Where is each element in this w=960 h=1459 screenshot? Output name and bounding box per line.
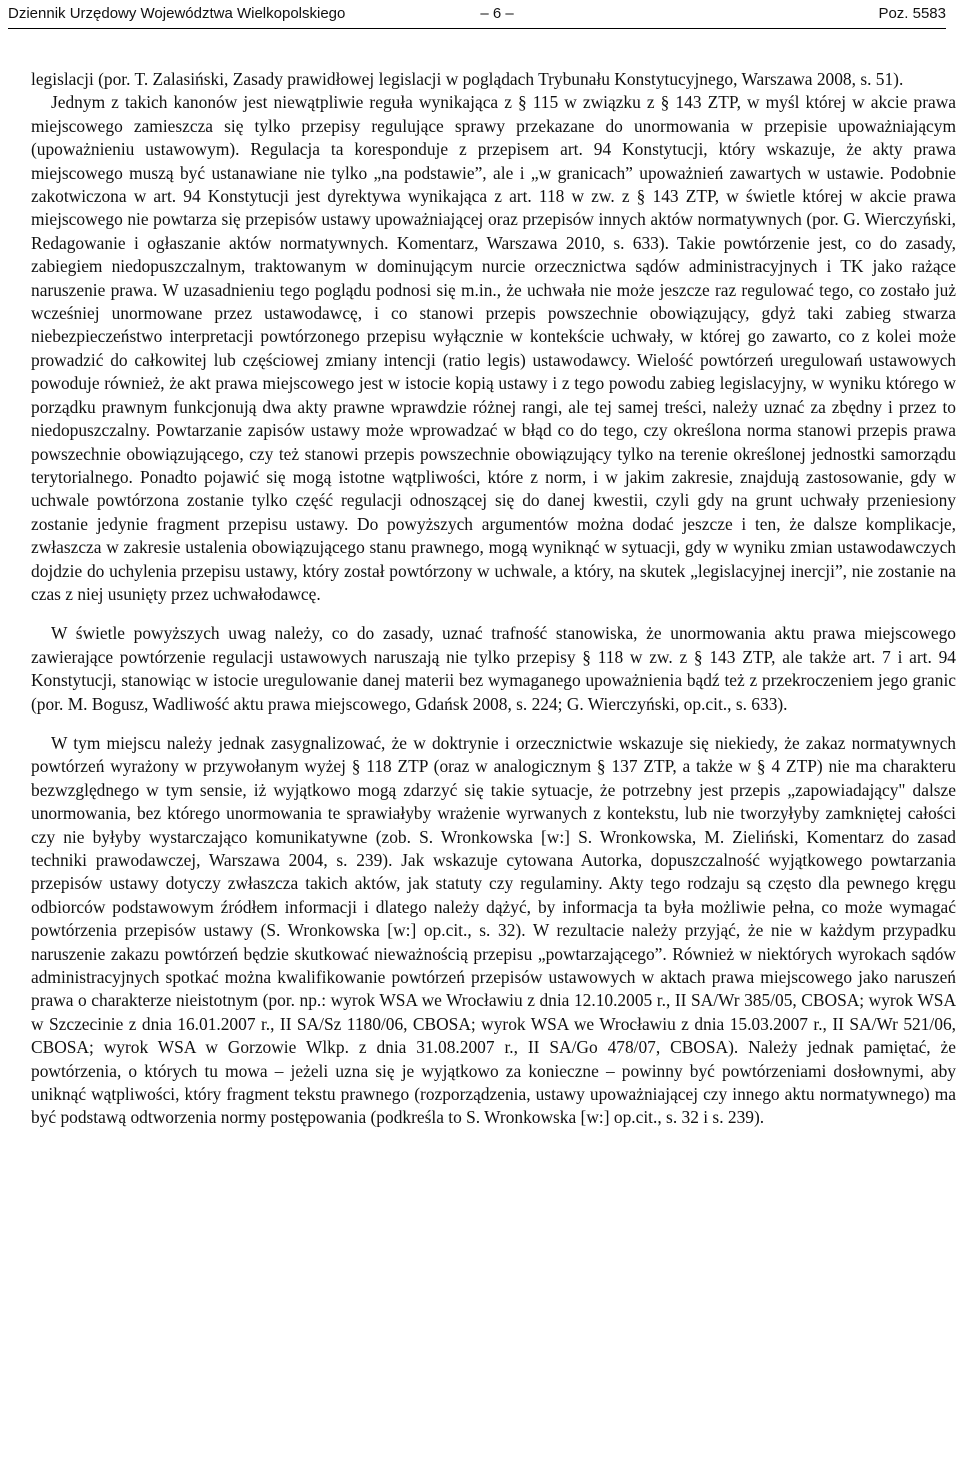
position-number: Poz. 5583 xyxy=(878,5,946,22)
document-body xyxy=(31,68,956,1130)
paragraph-conclusion: W świetle powyższych uwag należy, co do zasady, uznać trafność stanowiska, że unormowania aktu prawa miejscowego zawierające powtórzenie regulacji ustawowych naruszają nie tylko przepisy § 118 w zw. z § 143 ZTP, ale także art. 7 i art. 94 Konstytucji, stanowiąc w istocie uregulowanie danej materii bez wymaganego upoważnienia bądź też z przekroczeniem jego granic (por. M. Bogusz, Wadliwość aktu prawa miejscowego, Gdańsk 2008, s. 224; G. Wierczyński, op.cit., s. 633). xyxy=(31,623,956,714)
journal-title: Dziennik Urzędowy Województwa Wielkopolskiego xyxy=(8,5,346,22)
paragraph-exceptions: W tym miejscu należy jednak zasygnalizować, że w doktrynie i orzecznictwie wskazuje się niekiedy, że zakaz normatywnych powtórzeń wyrażony w przywołanym wyżej § 118 ZTP (oraz w analogicznym § 137 ZTP, a także w § 4 ZTP) nie ma charakteru bezwzględnego w tym sensie, iż wyjątkowo mogą zdarzyć się takie sytuacje, że potrzebny jest przepis „zapowiadający" dalsze unormowania, bez którego unormowania te sprawiałyby wrażenie wyrwanych z kontekstu, lub nie tworzyłyby zamkniętej całości czy nie byłyby wystarczająco komunikatywne (zob. S. Wronkowska [w:] S. Wronkowska, M. Zieliński, Komentarz do zasad techniki prawodawczej, Warszawa 2004, s. 239). Jak wskazuje cytowana Autorka, dopuszczalność wyjątkowego powtarzania przepisów ustawy dotyczy zwłaszcza takich aktów, jak statuty czy regulaminy. Akty tego rodzaju są często dla pewnego kręgu odbiorców podstawowym źródłem informacji i dlatego należy dążyć, by informacja ta była możliwie pełna, co może wymagać powtórzenia przepisów ustawy (S. Wronkowska [w:] op.cit., s. 32). W rezultacie należy przyjąć, że nie w każdym przypadku naruszenie zakazu powtórzeń będzie skutkować nieważnością przepisu „powtarzającego”. Również w niektórych wyrokach sądów administracyjnych spotkać można kwalifikowanie powtórzeń przepisów ustawowych w aktach prawa miejscowego jako naruszeń prawa o charakterze nieistotnym (por. np.: wyrok WSA we Wrocławiu z dnia 12.10.2005 r., II SA/Wr 385/05, CBOSA; wyrok WSA w Szczecinie z dnia 16.01.2007 r., II SA/Sz 1180/06, CBOSA; wyrok WSA we Wrocławiu z dnia 15.03.2007 r., II SA/Wr 521/06, CBOSA; wyrok WSA w Gorzowie Wlkp. z dnia 31.08.2007 r., II SA/Go 478/07, CBOSA). Należy jednak pamiętać, że powtórzenia, o których tu mowa – jeżeli uzna się je wyjątkowo za konieczne – powinny być powtórzeniami dosłownymi, aby uniknąć wątpliwości, który fragment tekstu prawnego (rozporządzenia, ustawy upoważniającej czy innego aktu normatywnego) ma być podstawą odtworzenia normy postępowania (podkreśla to S. Wronkowska [w:] op.cit., s. 32 i s. 239). xyxy=(31,732,956,1128)
page-header xyxy=(8,0,946,29)
page-number: – 6 – xyxy=(480,5,514,22)
paragraph-canons: Jednym z takich kanonów jest niewątpliwie reguła wynikająca z § 115 w związku z § 143 ZTP, w myśl której w akcie prawa miejscowego zamieszcza się tylko przepisy regulujące sprawy przekazane do unormowania w przepisie upoważniającym (upoważnieniu ustawowym). Regulacja ta koresponduje z przepisem art. 94 Konstytucji, który wskazuje, że akty prawa miejscowego muszą być ustanawiane nie tylko „na podstawie”, ale i „w granicach” upoważnień zawartych w ustawie. Podobnie zakotwiczona w art. 94 Konstytucji jest dyrektywa wynikająca z art. 118 w zw. z § 143 ZTP, w świetle której w akcie prawa miejscowego nie powtarza się przepisów ustawy upoważniającej oraz przepisów innych aktów normatywnych (por. G. Wierczyński, Redagowanie i ogłaszanie aktów normatywnych. Komentarz, Warszawa 2010, s. 633). Takie powtórzenie jest, co do zasady, zabiegiem niedopuszczalnym, traktowanym w dominującym nurcie orzecznictwa sądów administracyjnych i TK jako rażące naruszenie prawa. W uzasadnieniu tego poglądu podnosi się m.in., że uchwała nie może jeszcze raz regulować tego, co zostało już wcześniej unormowane przez ustawodawcę, i co stanowi przepis powszechnie obowiązujący, gdyż taki zabieg stwarza niebezpieczeństwo interpretacji powtórzonego przepisu wyłącznie w kontekście uchwały, w której go zawarto, co z kolei może prowadzić do całkowitej lub częściowej zmiany intencji (ratio legis) ustawodawcy. Wielość powtórzeń uregulowań ustawowych powoduje również, że akt prawa miejscowego jest w istocie kopią ustawy i z tego powodu zabieg legislacyjny, w wyniku którego w porządku prawnym funkcjonują dwa akty prawne wprawdzie różnej rangi, ale tej samej treści, należy uznać za zbędny i przez to niedopuszczalny. Powtarzanie zapisów ustawy może wprowadzać w błąd co do tego, czy określona norma stanowi przepis prawa powszechnie obowiązującego, czy też stanowi przepis powszechnie obowiązujący tylko na terenie określonej jednostki samorządu terytorialnego. Ponadto pojawić się mogą istotne wątpliwości, które z norm, i w jakim zakresie, znajdują zastosowanie, gdy w uchwale powtórzona zostanie tylko część regulacji odnoszącej się do danej kwestii, czyli gdy na grunt uchwały przeniesiony zostanie jedynie fragment przepisu ustawy. Do powyższych argumentów można dodać jeszcze i ten, że dalsze komplikacje, zwłaszcza w zakresie ustalenia obowiązującego stanu prawnego, mogą wyniknąć w sytuacji, gdy w wyniku zmian ustawodawczych dojdzie do uchylenia przepisu ustawy, który został powtórzony w uchwale, a który, na skutek „legislacyjnej inercji”, nie zostanie na czas z niej usunięty przez uchwałodawcę. xyxy=(31,92,956,604)
paragraph-continuation: legislacji (por. T. Zalasiński, Zasady prawidłowej legislacji w poglądach Trybunału Konstytucyjnego, Warszawa 2008, s. 51). xyxy=(31,69,904,89)
